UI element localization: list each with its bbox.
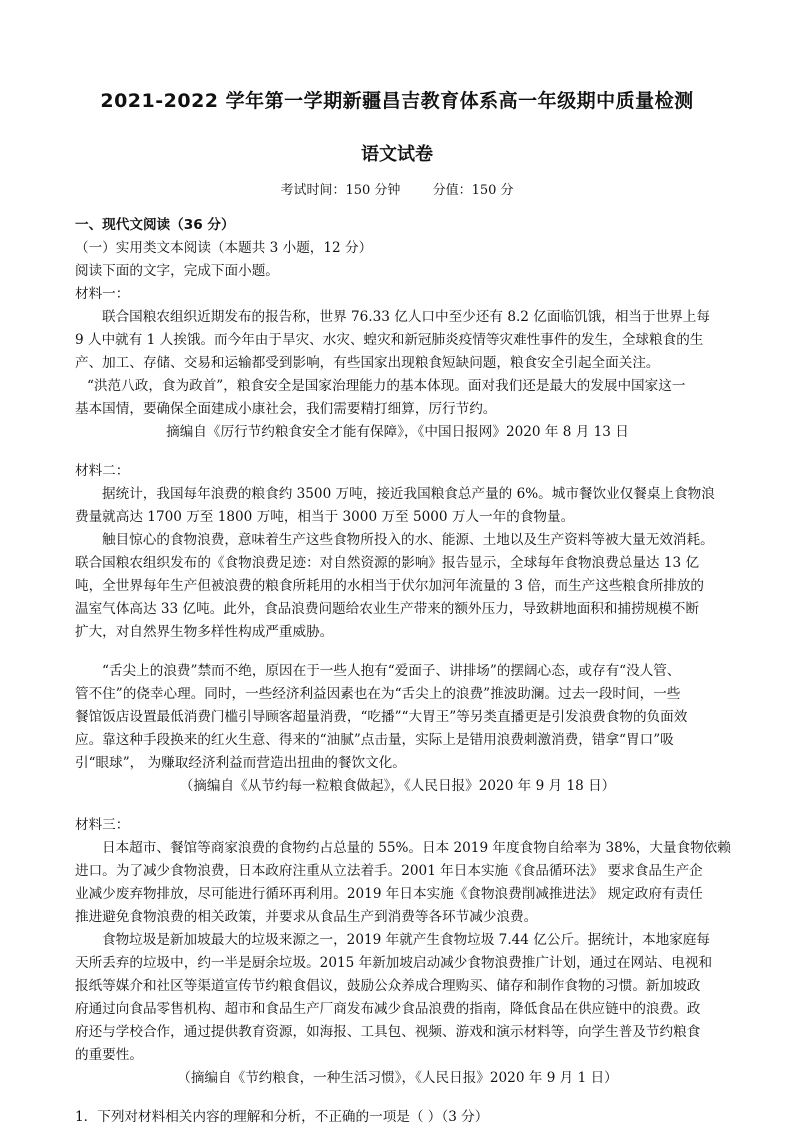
text-line: 的重要性。 <box>75 1047 143 1063</box>
material2-body <box>75 483 720 775</box>
text-line: 温室气体高达 33 亿吨。此外，食品浪费问题给农业生产带来的额外压力，导致耕地面积和捕捞规模不断 <box>75 601 700 617</box>
exam-meta <box>0 179 794 198</box>
text-line: 基本国情，要确保全面建成小康社会，我们需要精打细算，厉行节约。 <box>75 401 497 417</box>
material1-source: 摘编自《厉行节约粮食安全才能有保障》，《中国日报网》2020 年 8 月 13 日 <box>166 424 629 440</box>
text-line: 扩大，对自然界生物多样性构成严重威胁。 <box>75 624 334 640</box>
page-title: 2021-2022 学年第一学期新疆昌吉教育体系高一年级期中质量检测 <box>100 90 694 112</box>
text-line: 联合国粮农组织近期发布的报告称，世界 76.33 亿人口中至少还有 8.2 亿面临饥饿，相当于世界上每 <box>102 309 710 325</box>
text-line: 府还与学校合作，通过提供教育资源，如海报、工具包、视频、游戏和演示材料等，向学生普及节约粮食 <box>75 1024 701 1040</box>
text-line: “洪范八政，食为政首”，粮食安全是国家治理能力的基本体现。面对我们还是最大的发展中国家这一 <box>87 378 686 394</box>
text-line: 天所丢弃的垃圾中，约一半是厨余垃圾。2015 年新加坡启动减少食物浪费推广计划，通过在网站、电视和 <box>75 955 713 971</box>
page-subtitle: 语文试卷 <box>361 144 433 165</box>
text-line: 费量就高达 1700 万至 1800 万吨，相当于 3000 万至 5000 万人一年的食物量。 <box>75 509 575 525</box>
text-line: 报纸等媒介和社区等渠道宣传节约粮食倡议，鼓励公众养成合理购买、储存和制作食物的习惯。新加坡政 <box>75 978 701 994</box>
text-line: 日本超市、餐馆等商家浪费的食物约占总量的 55%。日本 2019 年度食物自给率为 38%，大量食物依赖 <box>102 840 731 856</box>
text-line: 管不住”的侥幸心理。同时，一些经济利益因素也在为“舌尖上的浪费”推波助澜。过去一段时间，一些 <box>75 686 681 702</box>
material3-label: 材料三： <box>75 817 130 833</box>
text-line: 引“眼球”， 为赚取经济利益而营造出扭曲的餐饮文化。 <box>75 755 406 771</box>
text-line: 进口。为了减少食物浪费，日本政府注重从立法着手。2001 年日本实施《食品循环法》 要求食品生产企 <box>75 863 703 879</box>
text-line: “舌尖上的浪费”禁而不绝，原因在于一些人抱有“爱面子、讲排场”的摆阔心态，或存有“没人管、 <box>102 663 681 679</box>
section-heading: 一、现代文阅读（36 分） <box>75 217 235 233</box>
material2-label: 材料二： <box>75 463 130 479</box>
text-line: 府通过向食品零售机构、超市和食品生产厂商发布减少食品浪费的指南，降低食品在供应链中的浪费。政 <box>75 1001 701 1017</box>
text-line: 应。靠这种手段换来的红火生意、得来的“油腻”点击量，实际上是错用浪费刺激消费，错拿“胃口”吸 <box>75 732 674 748</box>
exam-score: 分值：150 分 <box>432 183 514 198</box>
exam-time: 考试时间：150 分钟 <box>280 183 401 198</box>
material3-body <box>75 837 731 1067</box>
material1-body <box>75 306 720 421</box>
material1-label: 材料一： <box>75 286 130 302</box>
text-line: 9 人中就有 1 人挨饿。而今年由于旱灾、水灾、蝗灾和新冠肺炎疫情等灾难性事件的发生，全球粮食的生 <box>75 332 704 348</box>
text-line: 餐馆饭店设置最低消费门槛引导顾客超量消费，“吃播”“大胃王”等另类直播更是引发浪费食物的负面效 <box>75 709 688 725</box>
sub-section-heading: （一）实用类文本阅读（本题共 3 小题，12 分） <box>75 240 373 256</box>
material2-source: （摘编自《从节约每一粒粮食做起》，《人民日报》2020 年 9 月 18 日） <box>179 778 616 794</box>
text-line: 推进避免食物浪费的相关政策，并要求从食品生产到消费等各环节减少浪费。 <box>75 909 538 925</box>
text-line: 联合国粮农组织发布的《食物浪费足迹：对自然资源的影响》报告显示，全球每年食物浪费总量达 13 亿 <box>75 555 700 571</box>
reading-instruction: 阅读下面的文字，完成下面小题。 <box>75 263 279 279</box>
question-1: 1．下列对材料相关内容的理解和分析，不正确的一项是（ ）（3 分） <box>75 1109 489 1125</box>
text-line: 触目惊心的食物浪费，意味着生产这些食物所投入的水、能源、土地以及生产资料等被大量无效消耗。 <box>102 532 714 548</box>
text-line: 吨，全世界每年生产但被浪费的粮食所耗用的水相当于伏尔加河年流量的 3 倍，而生产这些粮食所排放的 <box>75 578 705 594</box>
material3-source: （摘编自《节约粮食，一种生活习惯》，《人民日报》2020 年 9 月 1 日） <box>177 1070 618 1086</box>
text-line: 业减少废弃物排放，尽可能进行循环再利用。2019 年日本实施《食物浪费削减推进法》 规定政府有责任 <box>75 886 703 902</box>
text-line: 据统计，我国每年浪费的粮食约 3500 万吨，接近我国粮食总产量的 6%。城市餐饮业仅餐桌上食物浪 <box>102 486 715 502</box>
exam-content <box>75 214 731 1129</box>
text-line: 食物垃圾是新加坡最大的垃圾来源之一，2019 年就产生食物垃圾 7.44 亿公斤。据统计，本地家庭每 <box>102 932 710 948</box>
text-line: 产、加工、存储、交易和运输都受到影响，有些国家出现粮食短缺问题，粮食安全引起全面关注。 <box>75 355 660 371</box>
